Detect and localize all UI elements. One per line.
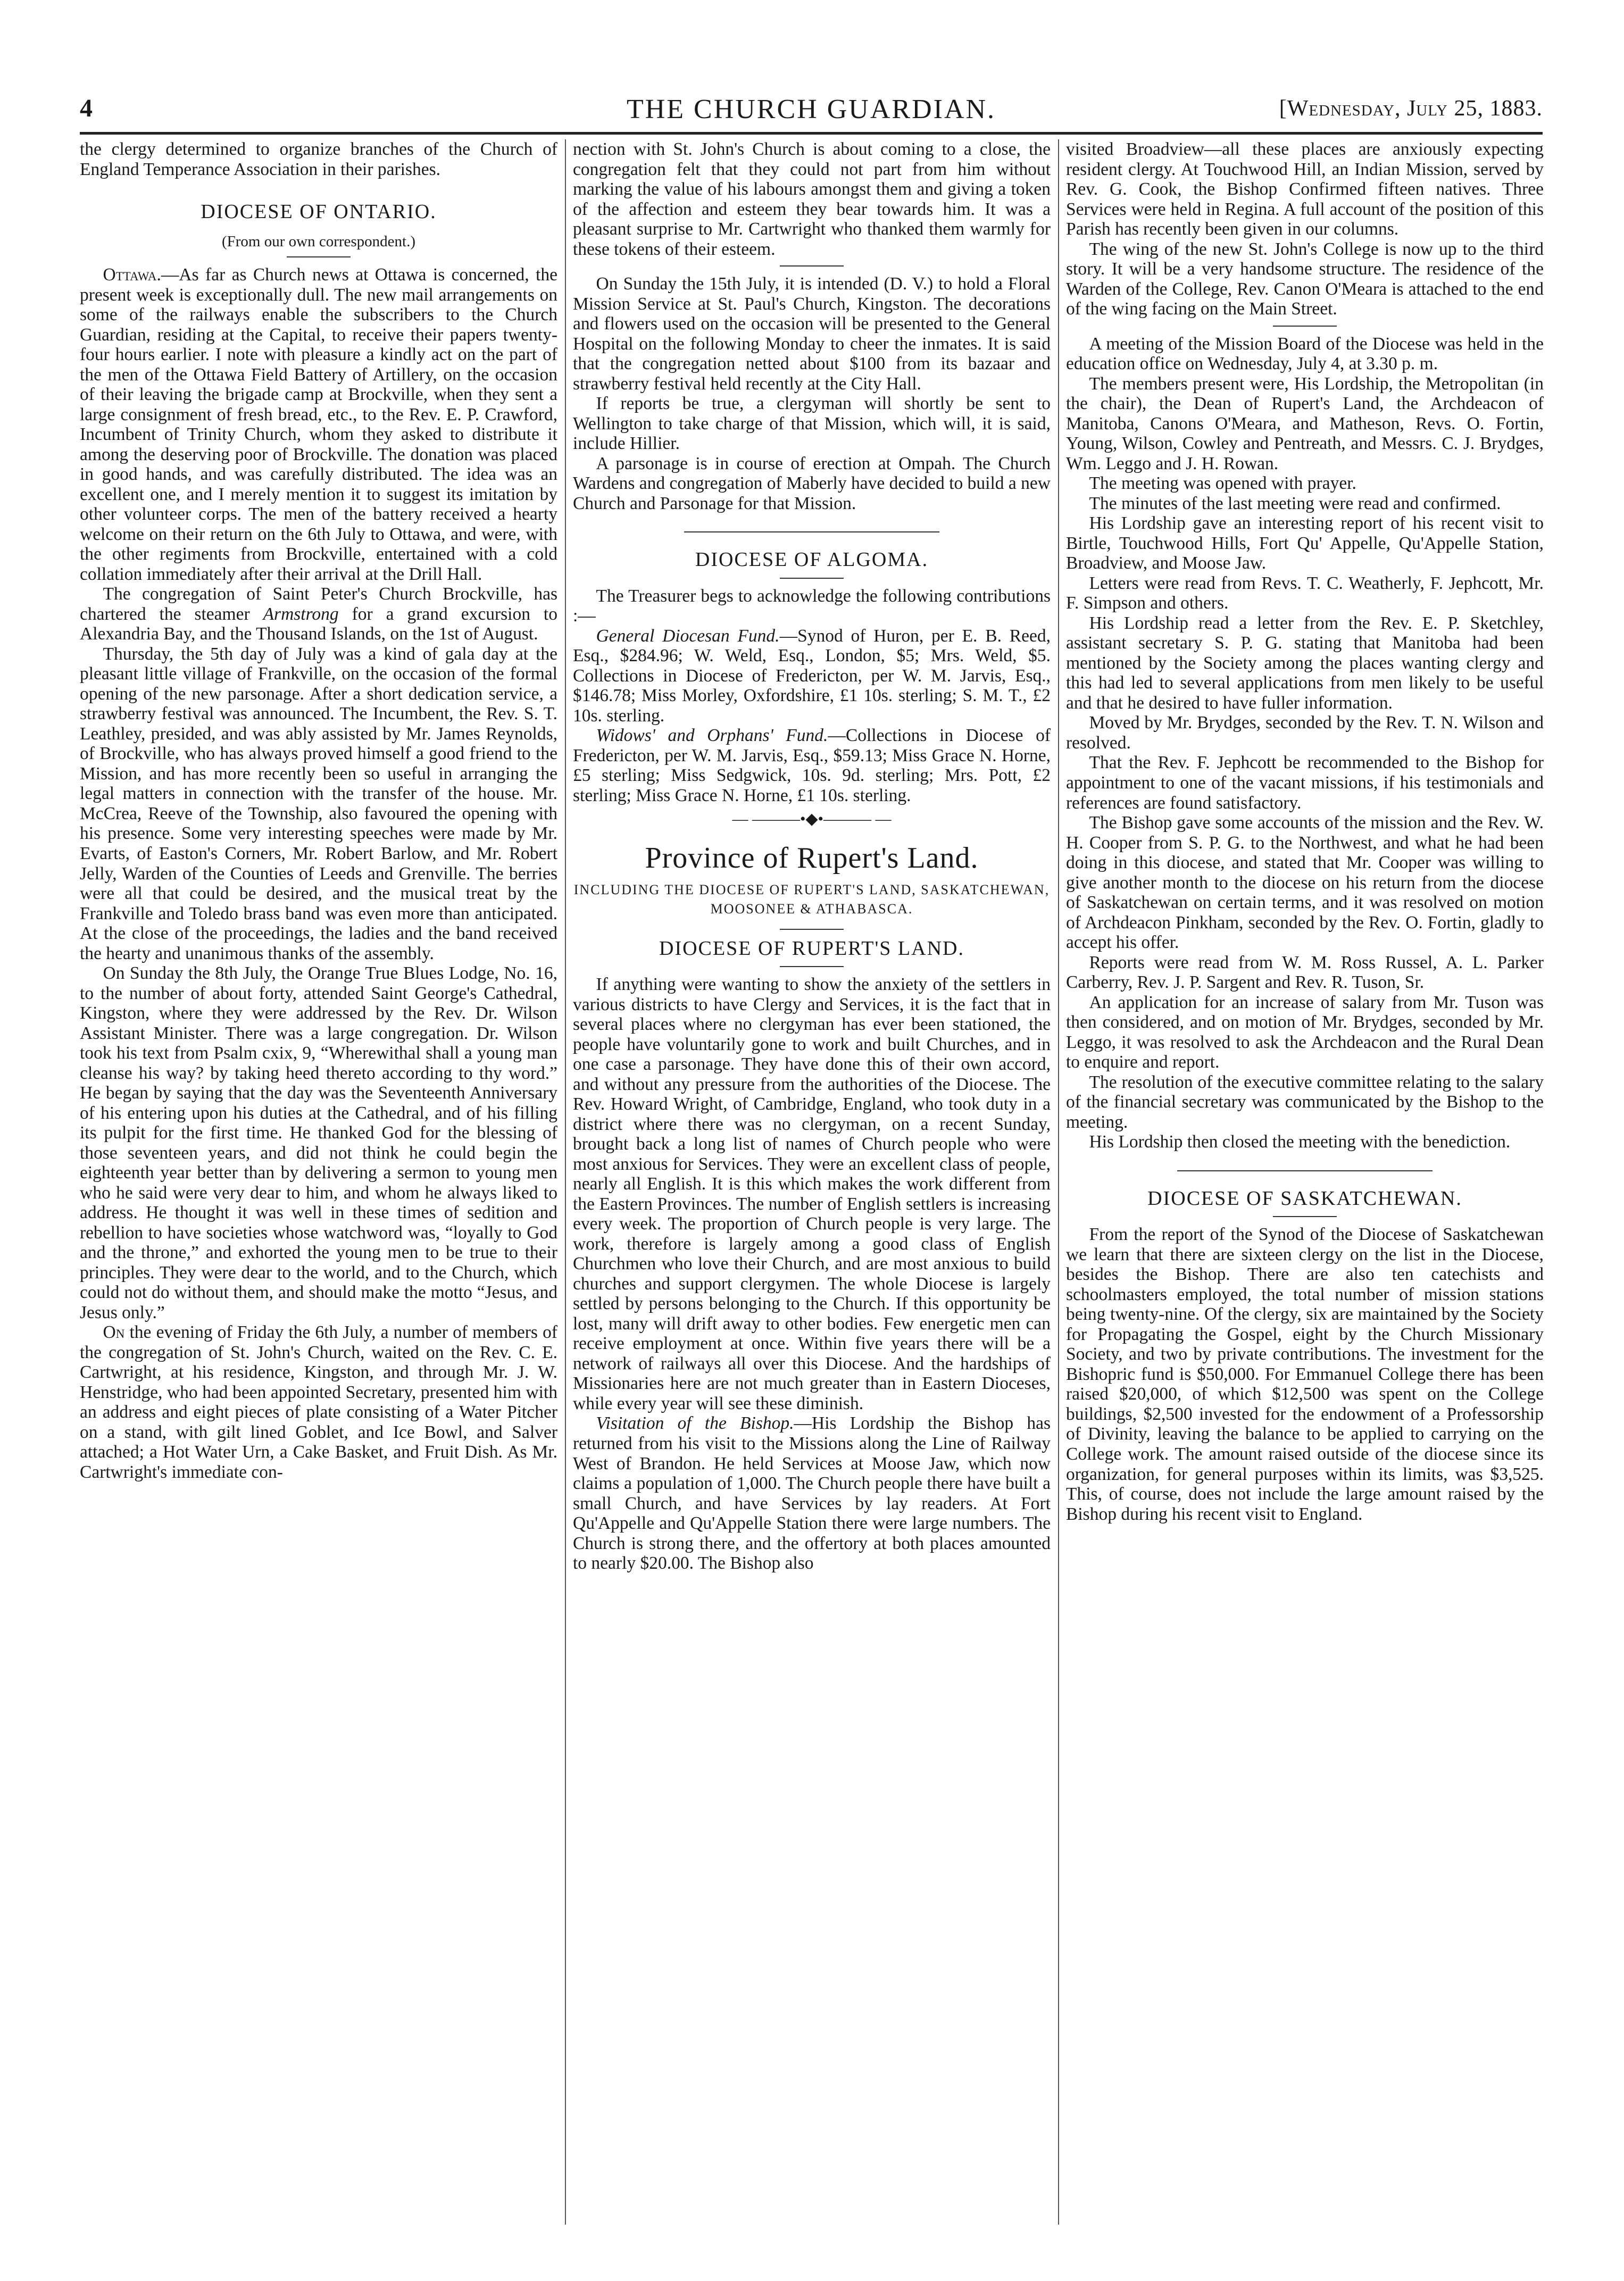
column-rule (565, 139, 566, 2225)
paragraph-frankville: Thursday, the 5th day of July was a kind of gala day at the pleasant little village of Frankville, on the occasion of the formal opening of the new parsonage. After a short dedication service, a strawberry festival was announced. The Incumbent, the Rev. S. T. Leathley, presided, and was ably assisted by Mr. James Reynolds, of Brockville, who has always proved himself a good friend to the Mission, and has more recently been so useful in arranging the legal matters in connection with the transfer of the house. Mr. McCrea, Reeve of the Township, also favoured the opening with his presence. Some very interesting speeches were made by Mr. Evarts, of Easton's Corners, Mr. Robert Barlow, and Mr. Robert Jelly, Warden of the Counties of Leeds and Grenville. The berries were all that could be desired, and the musical treat by the Frankville and Toledo brass band was even more than anticipated. At the close of the proceedings, the ladies and the band received the hearty and unanimous thanks of the assembly. (80, 644, 557, 963)
divider (1273, 326, 1337, 327)
paragraph-settlers: If anything were wanting to show the anxiety of the settlers in various districts to have Clergy and Services, it is the fact that in several places where no clergyman has ever been stationed, the people have voluntarily gone to work and built Churches, and in one case a parsonage. They have done this of their own accord, and without any pressure from the authorities of the Diocese. The Rev. Howard Wright, of Cambridge, England, who took duty in a district where there was no clergyman, on a recent Sunday, brought back a long list of names of Church people who were most anxious for Services. They were an excellent class of people, nearly all English. It is this which makes the work different from the Eastern Provinces. The number of English settlers is increasing every week. The proportion of Church people is very large. The work, therefore is largely among a good class of English Churchmen who love their Church, and are most anxious to build churches and support clergymen. The whole Diocese is largely settled by persons belonging to the Church. If this opportunity be lost, many will drift away to other bodies. Few energetic men can receive employment at once. Within five years there will be a network of railways all over this Diocese. And the hardships of Missionaries here are not much greater than in Eastern Dioceses, while every year will see these diminish. (573, 975, 1051, 1413)
paragraph-floral-mission: On Sunday the 15th July, it is intended (D. V.) to hold a Floral Mission Service at St. Paul's Church, Kingston. The decorations and flowers used on the occasion will be presented to the General Hospital on the following Monday to cheer the inmates. It is said that the congregation netted about $100 from its bazaar and strawberry festival held recently at the City Hall. (573, 274, 1051, 394)
paragraph-letters: Letters were read from Revs. T. C. Weatherly, F. Jephcott, Mr. F. Simpson and others. (1066, 573, 1544, 613)
column-rule (1058, 139, 1059, 2225)
paragraph-reports: Reports were read from W. M. Ross Russel, A. L. Parker Carberry, Rev. J. P. Sargent and Rev. R. Tuson, Sr. (1066, 952, 1544, 993)
heading-diocese-of-saskatchewan: DIOCESE OF SASKATCHEWAN. (1147, 1187, 1462, 1210)
divider (287, 256, 351, 257)
section-label: Visitation of the Bishop. (596, 1413, 794, 1434)
paragraph-ompah: A parsonage is in course of erection at Ompah. The Church Wardens and congregation of Maberly have decided to build a new Church and Parsonage for that Mission. (573, 453, 1051, 513)
paragraph-wellington: If reports be true, a clergyman will shortly be sent to Wellington to take charge of that Mission, which will, it is said, include Hillier. (573, 394, 1051, 454)
column-1 (80, 139, 557, 2225)
paragraph-sketchley: His Lordship read a letter from the Rev. E. P. Sketchley, assistant secretary S. P. G. stating that Manitoba had been mentioned by the Society among the places wanting clergy and this had led to several applications from men likely to be useful and that he desired to have fuller information. (1066, 613, 1544, 713)
paragraph-text: for a grand excursion to Alexandria Bay, and the Thousand Islands, on the 1st of August. (80, 604, 557, 644)
ornament-divider: — ———•◆•——— — (732, 810, 892, 828)
paragraph-jephcott: That the Rev. F. Jephcott be recommended to the Bishop for appointment to one of the vacant missions, if his testimonials and references are found satisfactory. (1066, 753, 1544, 813)
divider (780, 265, 844, 267)
paragraph-moved: Moved by Mr. Brydges, seconded by the Rev. T. N. Wilson and resolved. (1066, 713, 1544, 753)
heading-diocese-of-ruperts-land: DIOCESE OF RUPERT'S LAND. (659, 937, 964, 960)
newspaper-title: THE CHURCH GUARDIAN. (626, 94, 996, 124)
paragraph-text: —Collections in Diocese of Fredericton, per W. M. Jarvis, Esq., $59.13; Miss Grace N. Horne, £5 sterling; Miss Sedgwick, 10s. 9d. sterling; Mrs. Pott, £2 sterling; Miss Grace N. Horne, £1 10s. sterling. (573, 726, 1051, 805)
masthead (80, 90, 1543, 135)
heading-diocese-of-algoma: DIOCESE OF ALGOMA. (695, 548, 929, 571)
paragraph-text: —His Lordship the Bishop has returned from his visit to the Missions along the Line of Railway West of Brandon. He held Services at Moose Jaw, which now claims a population of 1,000. The Church people there have built a small Church, and have Services by lay readers. At Fort Qu'Appelle and Qu'Appelle Station there were large numbers. The Church is strong there, and the offertory at both places amounted to nearly $20.00. The Bishop also (573, 1413, 1051, 1574)
article-columns (80, 139, 1544, 2225)
paragraph-members: The members present were, His Lordship, the Metropolitan (in the chair), the Dean of Rupert's Land, the Archdeacon of Manitoba, Canons O'Meara, and Matheson, Revs. O. Fortin, Young, Wilson, Cowley and Pentreath, and Messrs. C. J. Brydges, Wm. Leggo and J. H. Rowan. (1066, 373, 1544, 473)
paragraph-resolution: The resolution of the executive committee relating to the salary of the financial secretary was communicated by the Bishop to the meeting. (1066, 1072, 1544, 1132)
paragraph-st-peters (80, 584, 557, 644)
paragraph-visit-report: His Lordship gave an interesting report of his recent visit to Birtle, Touchwood Hills, Fort Qu' Appelle, Qu'Appelle Station, Broadview, and Moose Jaw. (1066, 513, 1544, 573)
steamer-name: Armstrong (263, 604, 339, 624)
paragraph-cooper: The Bishop gave some accounts of the mission and the Rev. W. H. Cooper from S. P. G. to the Northwest, and what he had been doing in this diocese, and stated that Mr. Cooper was willing to give another month to the diocese on his return from the diocese of Saskatchewan on certain terms, and it was resolved on motion of Archdeacon Pinkham, seconded by the Rev. O. Fortin, gladly to accept his offer. (1066, 813, 1544, 953)
paragraph-mission-board: A meeting of the Mission Board of the Diocese was held in the education office on Wednesday, July 4, at 3.30 p. m. (1066, 334, 1544, 374)
paragraph-broadview: visited Broadview—all these places are anxiously expecting resident clergy. At Touchwood Hill, an Indian Mission, served by Rev. G. Cook, the Bishop Confirmed fifteen natives. Three Services were held in Regina. A full account of the position of this Parish has recently been given in our columns. (1066, 139, 1544, 239)
paragraph-orange-lodge: On Sunday the 8th July, the Orange True Blues Lodge, No. 16, to the number of about forty, attended Saint George's Cathedral, Kingston, where they were addressed by the Rev. Dr. Wilson Assistant Minister. There was a large congregation. Dr. Wilson took his text from Psalm cxix, 9, “Wherewithal shall a young man cleanse his way? by taking heed thereto according to thy word.” He began by saying that the day was the Seventeenth Anniversary of his entering upon his duties at the Cathedral, and of his filling its pulpit for the first time. He thanked God for the blessing of those seventeen years, and did not think he could begin the eighteenth year better than by delivering a sermon to young men who he said were very dear to him, and whom he always liked to address. He thought it was well in these times of sedition and rebellion to have societies whose watchword was, “loyally to God and the throne,” and exhorted the young men to be true to their principles. They were dear to the world, and to the Church, which could not do without them, and should make the motto “Jesus, and Jesus only.” (80, 963, 557, 1322)
paragraph-text: —Synod of Huron, per E. B. Reed, Esq., $284.96; W. Weld, Esq., London, $5; Mrs. Weld, $5. Collections in Diocese of Fredericton, per W. M. Jarvis, Esq., $146.78; Miss Morley, Oxfordshire, £1 10s. sterling; S. M. T., £2 10s. sterling. (573, 626, 1051, 726)
paragraph-text: The congregation of Saint Peter's Church Brockville, has chartered the steamer (80, 584, 557, 624)
heading-province-of-ruperts-land: Province of Rupert's Land. (645, 842, 979, 875)
lead-word: On (103, 1322, 125, 1343)
heading-diocese-of-ontario: DIOCESE OF ONTARIO. (201, 201, 437, 223)
fund-label: General Diocesan Fund. (596, 626, 780, 646)
divider (780, 929, 844, 930)
paragraph-ottawa (80, 265, 557, 584)
paragraph-temperance: the clergy determined to organize branches of the Church of England Temperance Association in their parishes. (80, 139, 557, 179)
paragraph-general-fund (573, 626, 1051, 726)
paragraph-visitation (573, 1413, 1051, 1573)
divider (1273, 1216, 1337, 1217)
column-3 (1066, 139, 1544, 2225)
paragraph-college-wing: The wing of the new St. John's College is now up to the third story. It will be a very handsome structure. The residence of the Warden of the College, Rev. Canon O'Meara is attached to the end of the wing facing on the Main Street. (1066, 239, 1544, 319)
paragraph-text: —As far as Church news at Ottawa is concerned, the present week is exceptionally dull. The new mail arrangements on some of the railways enable the subscribers to the Church Guardian, residing at the Capital, to receive their papers twenty-four hours earlier. I note with pleasure a kindly act on the part of the men of the Ottawa Field Battery of Artillery, on the occasion of their leaving the brigade camp at Brockville, when they sent a large consignment of fresh bread, etc., to the Rev. E. P. Crawford, Incumbent of Trinity Church, whom they asked to distribute it among the deserving poor of Brockville. The donation was placed in good hands, and was carefully distributed. The idea was an excellent one, and I merely mention it to suggest its imitation by other volunteer corps. The men of the battery received a hearty welcome on their return on the 6th July to Ottawa, and were, with the other regiments from Brockville, entertained with a cold collation immediately after their arrival at the Drill Hall. (80, 265, 557, 584)
subheading-including-dioceses: INCLUDING THE DIOCESE OF RUPERT'S LAND, SASKATCHEWAN, MOOSONEE & ATHABASCA. (573, 881, 1050, 917)
divider (684, 531, 939, 532)
paragraph-saskatchewan: From the report of the Synod of the Diocese of Saskatchewan we learn that there are sixteen clergy on the list in the Diocese, besides the Bishop. There are also ten catechists and schoolmasters employed, the total number of mission stations being twenty-nine. Of the clergy, six are maintained by the Society for Propagating the Gospel, eight by the Church Missionary Society, and two by private contributions. The investment for the Bishopric fund is $50,000. For Emmanuel College there has been raised $20,000, of which $12,500 was spent on the College buildings, $2,500 invested for the endowment of a Professorship of Divinity, leaving the balance to be applied to carrying on the College work. The amount raised outside of the diocese since its organization, for general purposes within its limits, was $3,525. This, of course, does not include the large amount raised by the Bishop during his recent visit to England. (1066, 1225, 1544, 1524)
paragraph-benediction: His Lordship then closed the meeting with the benediction. (1089, 1132, 1511, 1152)
paragraph-widows-fund (573, 726, 1051, 805)
fund-label: Widows' and Orphans' Fund. (596, 726, 828, 746)
column-2 (573, 139, 1051, 2225)
paragraph-minutes: The minutes of the last meeting were read and confirmed. (1089, 493, 1501, 513)
lead-word: Ottawa. (103, 265, 161, 285)
divider (780, 966, 844, 967)
issue-date: [Wednesday, July 25, 1883. (1279, 96, 1543, 121)
paragraph-cartwright (80, 1322, 557, 1482)
paragraph-prayer: The meeting was opened with prayer. (1089, 473, 1356, 494)
paragraph-text: the evening of Friday the 6th July, a number of members of the congregation of St. John's Church, waited on the Rev. C. E. Cartwright, at his residence, Kingston, and through Mr. J. W. Henstridge, who had been appointed Secretary, presented him with an address and eight pieces of plate consisting of a Water Pitcher on a stand, with gilt lined Goblet, and Ice Bowl, and Salver attached; a Hot Water Urn, a Cake Basket, and Fruit Dish. As Mr. Cartwright's immediate con- (80, 1322, 557, 1482)
divider (1177, 1170, 1433, 1171)
paragraph-cartwright-cont: nection with St. John's Church is about coming to a close, the congregation felt that they could not part from him without marking the value of his labours amongst them and giving a token of the affection and esteem they bear towards him. It was a pleasant surprise to Mr. Cartwright who thanked them warmly for these tokens of their esteem. (573, 139, 1051, 259)
source-line: (From our own correspondent.) (221, 232, 416, 250)
divider (780, 578, 844, 579)
paragraph-salary: An application for an increase of salary from Mr. Tuson was then considered, and on motion of Mr. Brydges, seconded by Mr. Leggo, it was resolved to ask the Archdeacon and the Rural Dean to enquire and report. (1066, 992, 1544, 1072)
page-number: 4 (80, 94, 93, 122)
paragraph-treasurer: The Treasurer begs to acknowledge the following contributions :— (573, 586, 1051, 626)
